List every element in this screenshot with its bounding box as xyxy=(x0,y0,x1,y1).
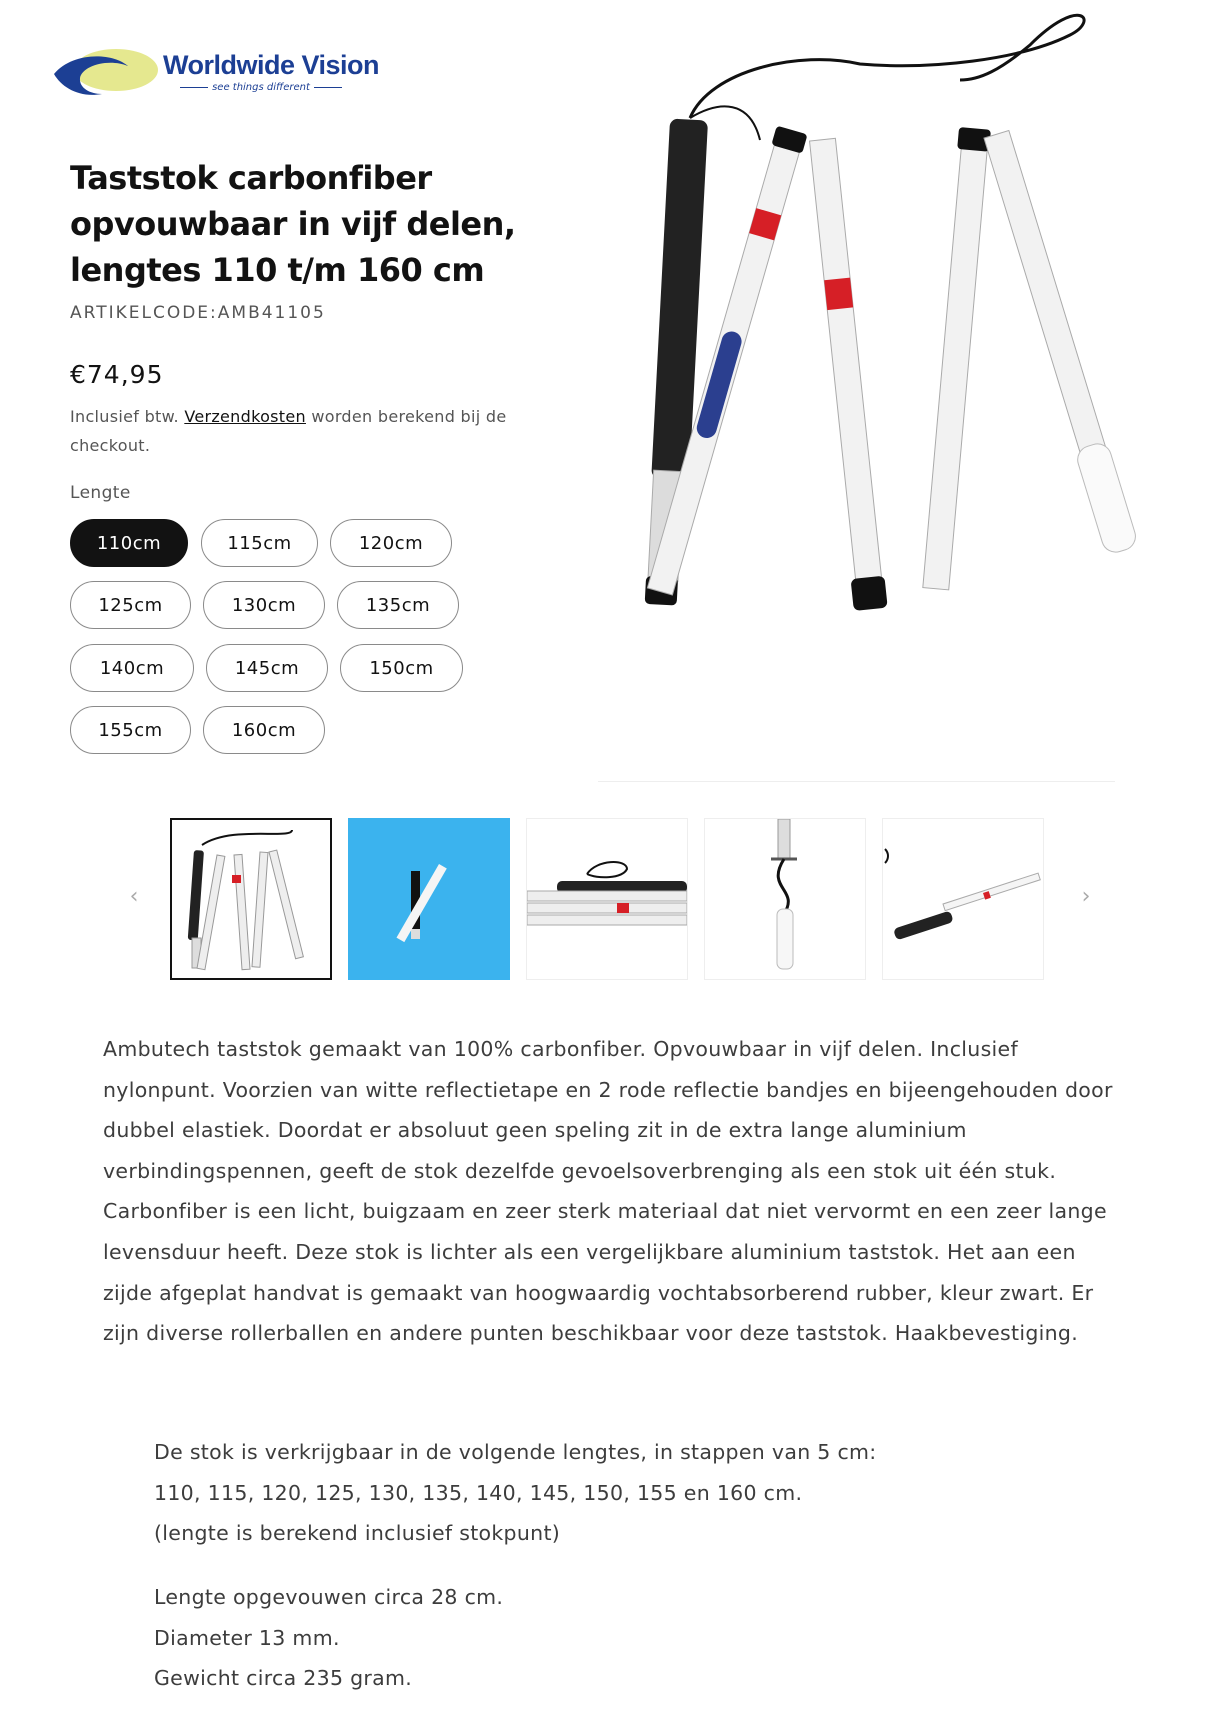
thumbnail-1[interactable] xyxy=(170,818,332,980)
brand-name: Worldwide Vision xyxy=(163,50,380,80)
diameter: Diameter 13 mm. xyxy=(154,1625,340,1650)
thumbnail-4[interactable] xyxy=(704,818,866,980)
thumbnail-cane-on-blue xyxy=(349,819,509,979)
brand-eye-icon xyxy=(52,48,160,100)
length-option-115[interactable]: 115cm xyxy=(201,519,318,567)
length-option-125[interactable]: 125cm xyxy=(70,581,191,629)
lengths-list: 110, 115, 120, 125, 130, 135, 140, 145, 150, 155 en 160 cm. xyxy=(154,1480,803,1505)
brand-tagline: see things different xyxy=(165,82,357,93)
variant-label: Lengte xyxy=(70,483,131,503)
lengths-note: (lengte is berekend inclusief stokpunt) xyxy=(154,1521,561,1546)
length-option-150[interactable]: 150cm xyxy=(340,644,463,692)
thumbnail-2[interactable] xyxy=(348,818,510,980)
length-option-160[interactable]: 160cm xyxy=(203,706,325,754)
length-specs xyxy=(154,1432,1134,1554)
weight: Gewicht circa 235 gram. xyxy=(154,1666,413,1691)
tax-note: Inclusief btw. xyxy=(70,407,179,426)
thumbnail-folded-cane xyxy=(172,820,332,980)
shipping-link[interactable]: Verzendkosten xyxy=(184,407,306,426)
product-title: Taststok carbonfiber opvouwbaar in vijf delen, lengtes 110 t/m 160 cm xyxy=(70,159,516,289)
shipping-note: worden berekend bij de checkout. xyxy=(70,407,507,455)
thumbnail-cane-extended xyxy=(883,819,1043,979)
brand-logo[interactable] xyxy=(52,48,380,100)
thumbnail-cane-handle xyxy=(527,819,687,979)
main-image-divider xyxy=(598,781,1115,782)
length-option-120[interactable]: 120cm xyxy=(330,519,452,567)
thumbnail-cane-tip xyxy=(705,819,865,979)
chevron-left-icon[interactable]: ‹ xyxy=(129,884,139,909)
thumbnail-5[interactable] xyxy=(882,818,1044,980)
product-sku: ARTIKELCODE:AMB41105 xyxy=(70,303,326,323)
product-description: Ambutech taststok gemaakt van 100% carbonfiber. Opvouwbaar in vijf delen. Inclusief nylonpunt. Voorzien van witte reflectietape en 2 rode reflectie bandjes en bijeengehouden door dubbel elastiek. Doordat er absoluut geen speling zit in de extra lange aluminium verbindingspennen, geeft de stok dezelfde gevoelsoverbrenging als een stok uit één stuk. Carbonfiber is een licht, buigzaam en zeer sterk materiaal dat niet vervormt en een zeer lange levensduur heeft. Deze stok is lichter als een vergelijkbare aluminium taststok. Het aan een zijde afgeplat handvat is gemaakt van hoogwaardig vochtabsorberend rubber, kleur zwart. Er zijn diverse rollerballen en andere punten beschikbaar voor deze taststok. Haakbevestiging. xyxy=(103,1037,1113,1346)
folded-length: Lengte opgevouwen circa 28 cm. xyxy=(154,1585,504,1609)
tax-shipping-note xyxy=(70,402,540,460)
dimension-specs xyxy=(154,1577,1134,1699)
length-option-145[interactable]: 145cm xyxy=(206,644,328,692)
product-price: €74,95 xyxy=(70,360,164,389)
length-option-140[interactable]: 140cm xyxy=(70,644,194,692)
thumbnail-3[interactable] xyxy=(526,818,688,980)
product-main-image[interactable] xyxy=(600,0,1220,790)
lengths-intro: De stok is verkrijgbaar in de volgende lengtes, in stappen van 5 cm: xyxy=(154,1440,877,1464)
length-option-110[interactable]: 110cm xyxy=(70,519,188,567)
length-option-155[interactable]: 155cm xyxy=(70,706,191,754)
chevron-right-icon[interactable]: › xyxy=(1081,884,1091,909)
length-option-135[interactable]: 135cm xyxy=(337,581,459,629)
length-option-130[interactable]: 130cm xyxy=(203,581,325,629)
